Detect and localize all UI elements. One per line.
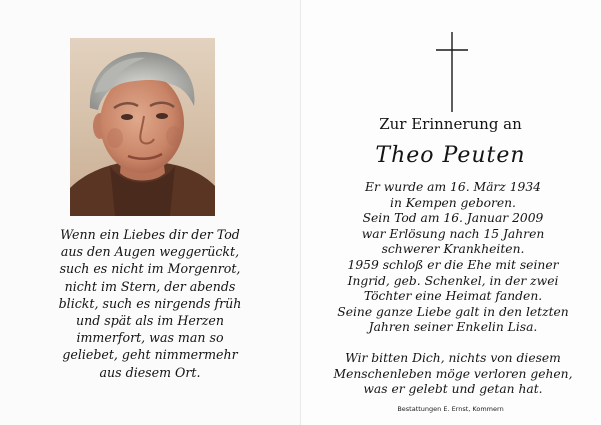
bio-line: Seine ganze Liebe galt in den letzten (337, 304, 569, 319)
fold-line (300, 0, 301, 425)
bio-line: Sein Tod am 16. Januar 2009 (362, 211, 544, 226)
poem-line: aus den Augen weggerückt, (60, 244, 240, 260)
poem-line: geliebet, geht nimmermehr (62, 347, 238, 363)
bio-line: Töchter eine Heimat fanden. (363, 289, 543, 304)
deceased-name: Theo Peuten (375, 143, 526, 168)
poem-line: blickt, such es nirgends früh (58, 295, 242, 311)
bio-line: war Erlösung nach 15 Jahren (361, 226, 545, 241)
closing-line: Menschenleben möge verloren gehen, (333, 366, 573, 381)
poem-line: Wenn ein Liebes dir der Tod (60, 227, 240, 242)
cross-icon (436, 32, 468, 112)
poem-line: such es nicht im Morgenrot, (59, 261, 241, 277)
poem-line: nicht im Stern, der abends (64, 278, 236, 294)
memorial-heading: Zur Erinnerung an (379, 115, 522, 133)
bio-line: Jahren seiner Enkelin Lisa. (368, 320, 538, 335)
poem-line: aus diesem Ort. (99, 364, 201, 380)
bio-line: Er wurde am 16. März 1934 (365, 180, 541, 194)
bio-line: 1959 schloß er die Ehe mit seiner (347, 257, 559, 272)
poem-line: und spät als im Herzen (75, 313, 224, 329)
closing-line: Wir bitten Dich, nichts von diesem (345, 351, 561, 365)
portrait-photo (70, 38, 215, 216)
bio-line: Ingrid, geb. Schenkel, in der zwei (347, 273, 559, 288)
closing-line: was er gelebt und getan hat. (363, 382, 543, 397)
biography (315, 180, 591, 336)
bio-line: in Kempen geboren. (390, 195, 516, 210)
bio-line: schwerer Krankheiten. (381, 242, 525, 257)
funeral-home-credit: Bestattungen E. Ernst, Kommern (397, 405, 504, 413)
poem (30, 226, 270, 381)
poem-line: immerfort, was man so (76, 330, 224, 346)
closing-verse (315, 351, 591, 398)
